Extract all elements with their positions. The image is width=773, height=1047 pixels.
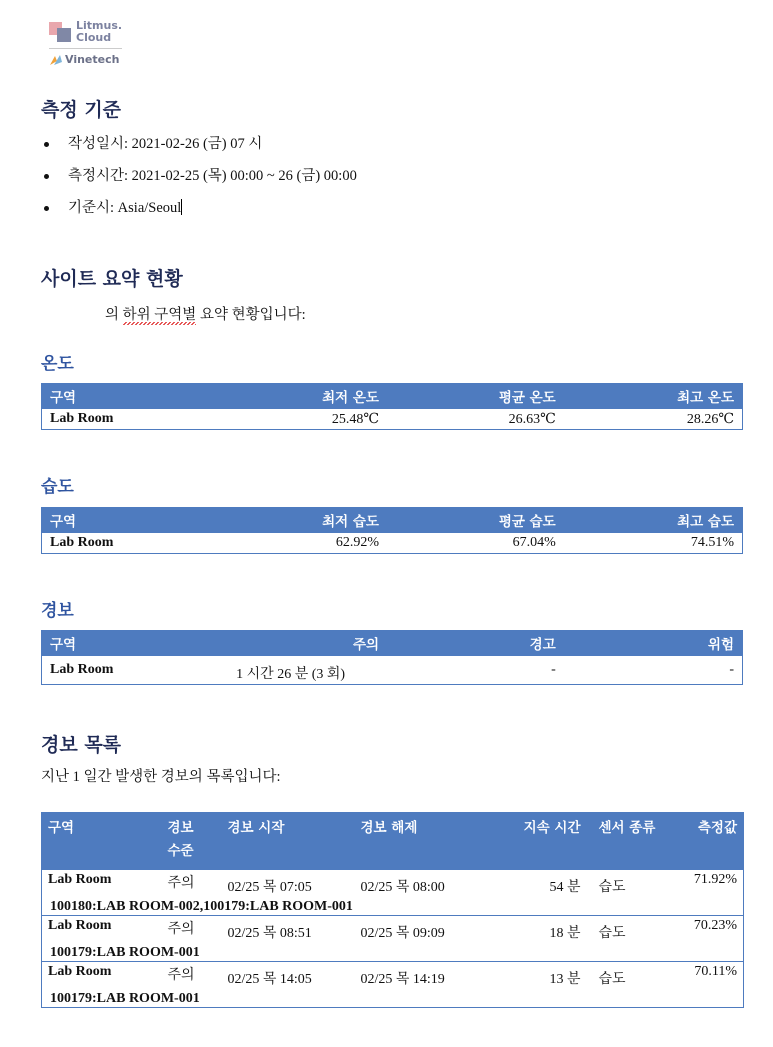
alarm-list-table [41, 812, 744, 1008]
summary-heading: 사이트 요약 현황 [41, 268, 183, 290]
table-row [42, 962, 744, 991]
alarm-list-description: 지난 1 일간 발생한 경보의 목록입니다: [41, 769, 281, 785]
column-header: 구역 [42, 384, 192, 410]
max-humidity-cell: 74.51% [564, 533, 743, 554]
humidity-heading: 습도 [41, 477, 74, 497]
spellcheck-underline: 하위 구역별 [122, 307, 197, 323]
sensor-type-cell: 습도 [598, 880, 626, 895]
temperature-table [41, 383, 743, 430]
duration-cell: 54 분 [549, 880, 581, 895]
column-header: 최저 온도 [191, 384, 387, 410]
column-header: 평균 습도 [387, 508, 564, 534]
duration-cell: 13 분 [549, 972, 581, 987]
end-cell: 02/25 목 14:19 [360, 972, 445, 987]
table-row [42, 656, 743, 685]
column-header: 구역 [42, 508, 192, 534]
avg-humidity-cell: 67.04% [387, 533, 564, 554]
zone-cell: Lab Room [48, 918, 112, 933]
table-row [42, 990, 744, 1008]
table-header-row [42, 508, 743, 534]
column-header: 센서 종류 [585, 813, 665, 871]
level-cell: 주의 [167, 876, 195, 891]
min-temp-cell: 25.48℃ [191, 409, 387, 430]
max-temp-cell: 28.26℃ [564, 409, 743, 430]
list-item: 측정시간: 2021-02-25 (목) 00:00 ~ 26 (금) 00:00 [41, 164, 357, 196]
end-cell: 02/25 목 08:00 [360, 880, 445, 895]
summary-intro: 의 하위 구역별 요약 현황입니다: [105, 307, 306, 323]
sensor-type-cell: 습도 [598, 972, 626, 987]
value-cell: 70.11% [694, 964, 737, 979]
column-header: 경고 [387, 631, 564, 657]
alarm-list-heading: 경보 목록 [41, 734, 122, 756]
avg-temp-cell: 26.63℃ [387, 409, 564, 430]
table-header-row [42, 384, 743, 410]
sensor-list-cell: 100180:LAB ROOM-002,100179:LAB ROOM-001 [42, 898, 744, 916]
end-cell: 02/25 목 09:09 [360, 926, 445, 941]
zone-cell: Lab Room [48, 872, 112, 887]
column-header: 지속 시간 [495, 813, 585, 871]
level-cell: 주의 [167, 968, 195, 983]
duration-cell: 18 분 [549, 926, 581, 941]
table-row [42, 533, 743, 554]
start-cell: 02/25 목 08:51 [227, 926, 312, 941]
list-item: 작성일시: 2021-02-26 (금) 07 시 [41, 132, 357, 164]
column-header: 구역 [42, 813, 162, 871]
column-header: 위험 [564, 631, 743, 657]
zone-cell: Lab Room [42, 533, 192, 554]
start-cell: 02/25 목 07:05 [227, 880, 312, 895]
level-cell: 주의 [167, 922, 195, 937]
table-row [42, 944, 744, 962]
humidity-table [41, 507, 743, 554]
min-humidity-cell: 62.92% [191, 533, 387, 554]
criteria-list [41, 132, 357, 228]
temperature-heading: 온도 [41, 354, 74, 374]
alarm-summary-table [41, 630, 743, 685]
list-item: 기준시: Asia/Seoul [41, 196, 357, 228]
table-row [42, 898, 744, 916]
value-cell: 70.23% [693, 918, 737, 933]
zone-cell: Lab Room [42, 656, 192, 685]
alarm-heading: 경보 [41, 601, 74, 621]
column-header: 평균 온도 [387, 384, 564, 410]
warning-cell: - [387, 656, 564, 685]
table-row [42, 409, 743, 430]
zone-cell: Lab Room [42, 409, 192, 430]
column-header: 경보 수준 [162, 813, 222, 871]
column-header: 경보 시작 [222, 813, 355, 871]
litmus-cloud-logo [49, 20, 124, 46]
caution-cell: 1 시간 26 분 (3 회) [191, 656, 387, 685]
sensor-list-cell: 100179:LAB ROOM-001 [42, 944, 744, 962]
column-header: 최저 습도 [191, 508, 387, 534]
vinetech-leaf-icon [49, 54, 63, 66]
logo-divider [49, 48, 122, 49]
logo-square-gray [57, 28, 71, 42]
column-header: 구역 [42, 631, 192, 657]
table-header-row [42, 813, 744, 871]
column-header: 최고 온도 [564, 384, 743, 410]
vinetech-logo-text: Vinetech [65, 53, 120, 66]
criteria-heading: 측정 기준 [41, 99, 122, 121]
column-header: 경보 해제 [355, 813, 495, 871]
column-header: 최고 습도 [564, 508, 743, 534]
column-header: 측정값 [665, 813, 744, 871]
sensor-type-cell: 습도 [598, 926, 626, 941]
start-cell: 02/25 목 14:05 [227, 972, 312, 987]
text-cursor [181, 199, 182, 215]
sensor-list-cell: 100179:LAB ROOM-001 [42, 990, 744, 1008]
danger-cell: - [564, 656, 743, 685]
table-header-row [42, 631, 743, 657]
value-cell: 71.92% [693, 872, 737, 887]
litmus-logo-text: Litmus. Cloud [76, 19, 123, 44]
column-header: 주의 [191, 631, 387, 657]
table-row [42, 916, 744, 945]
table-row [42, 870, 744, 898]
zone-cell: Lab Room [48, 964, 112, 979]
